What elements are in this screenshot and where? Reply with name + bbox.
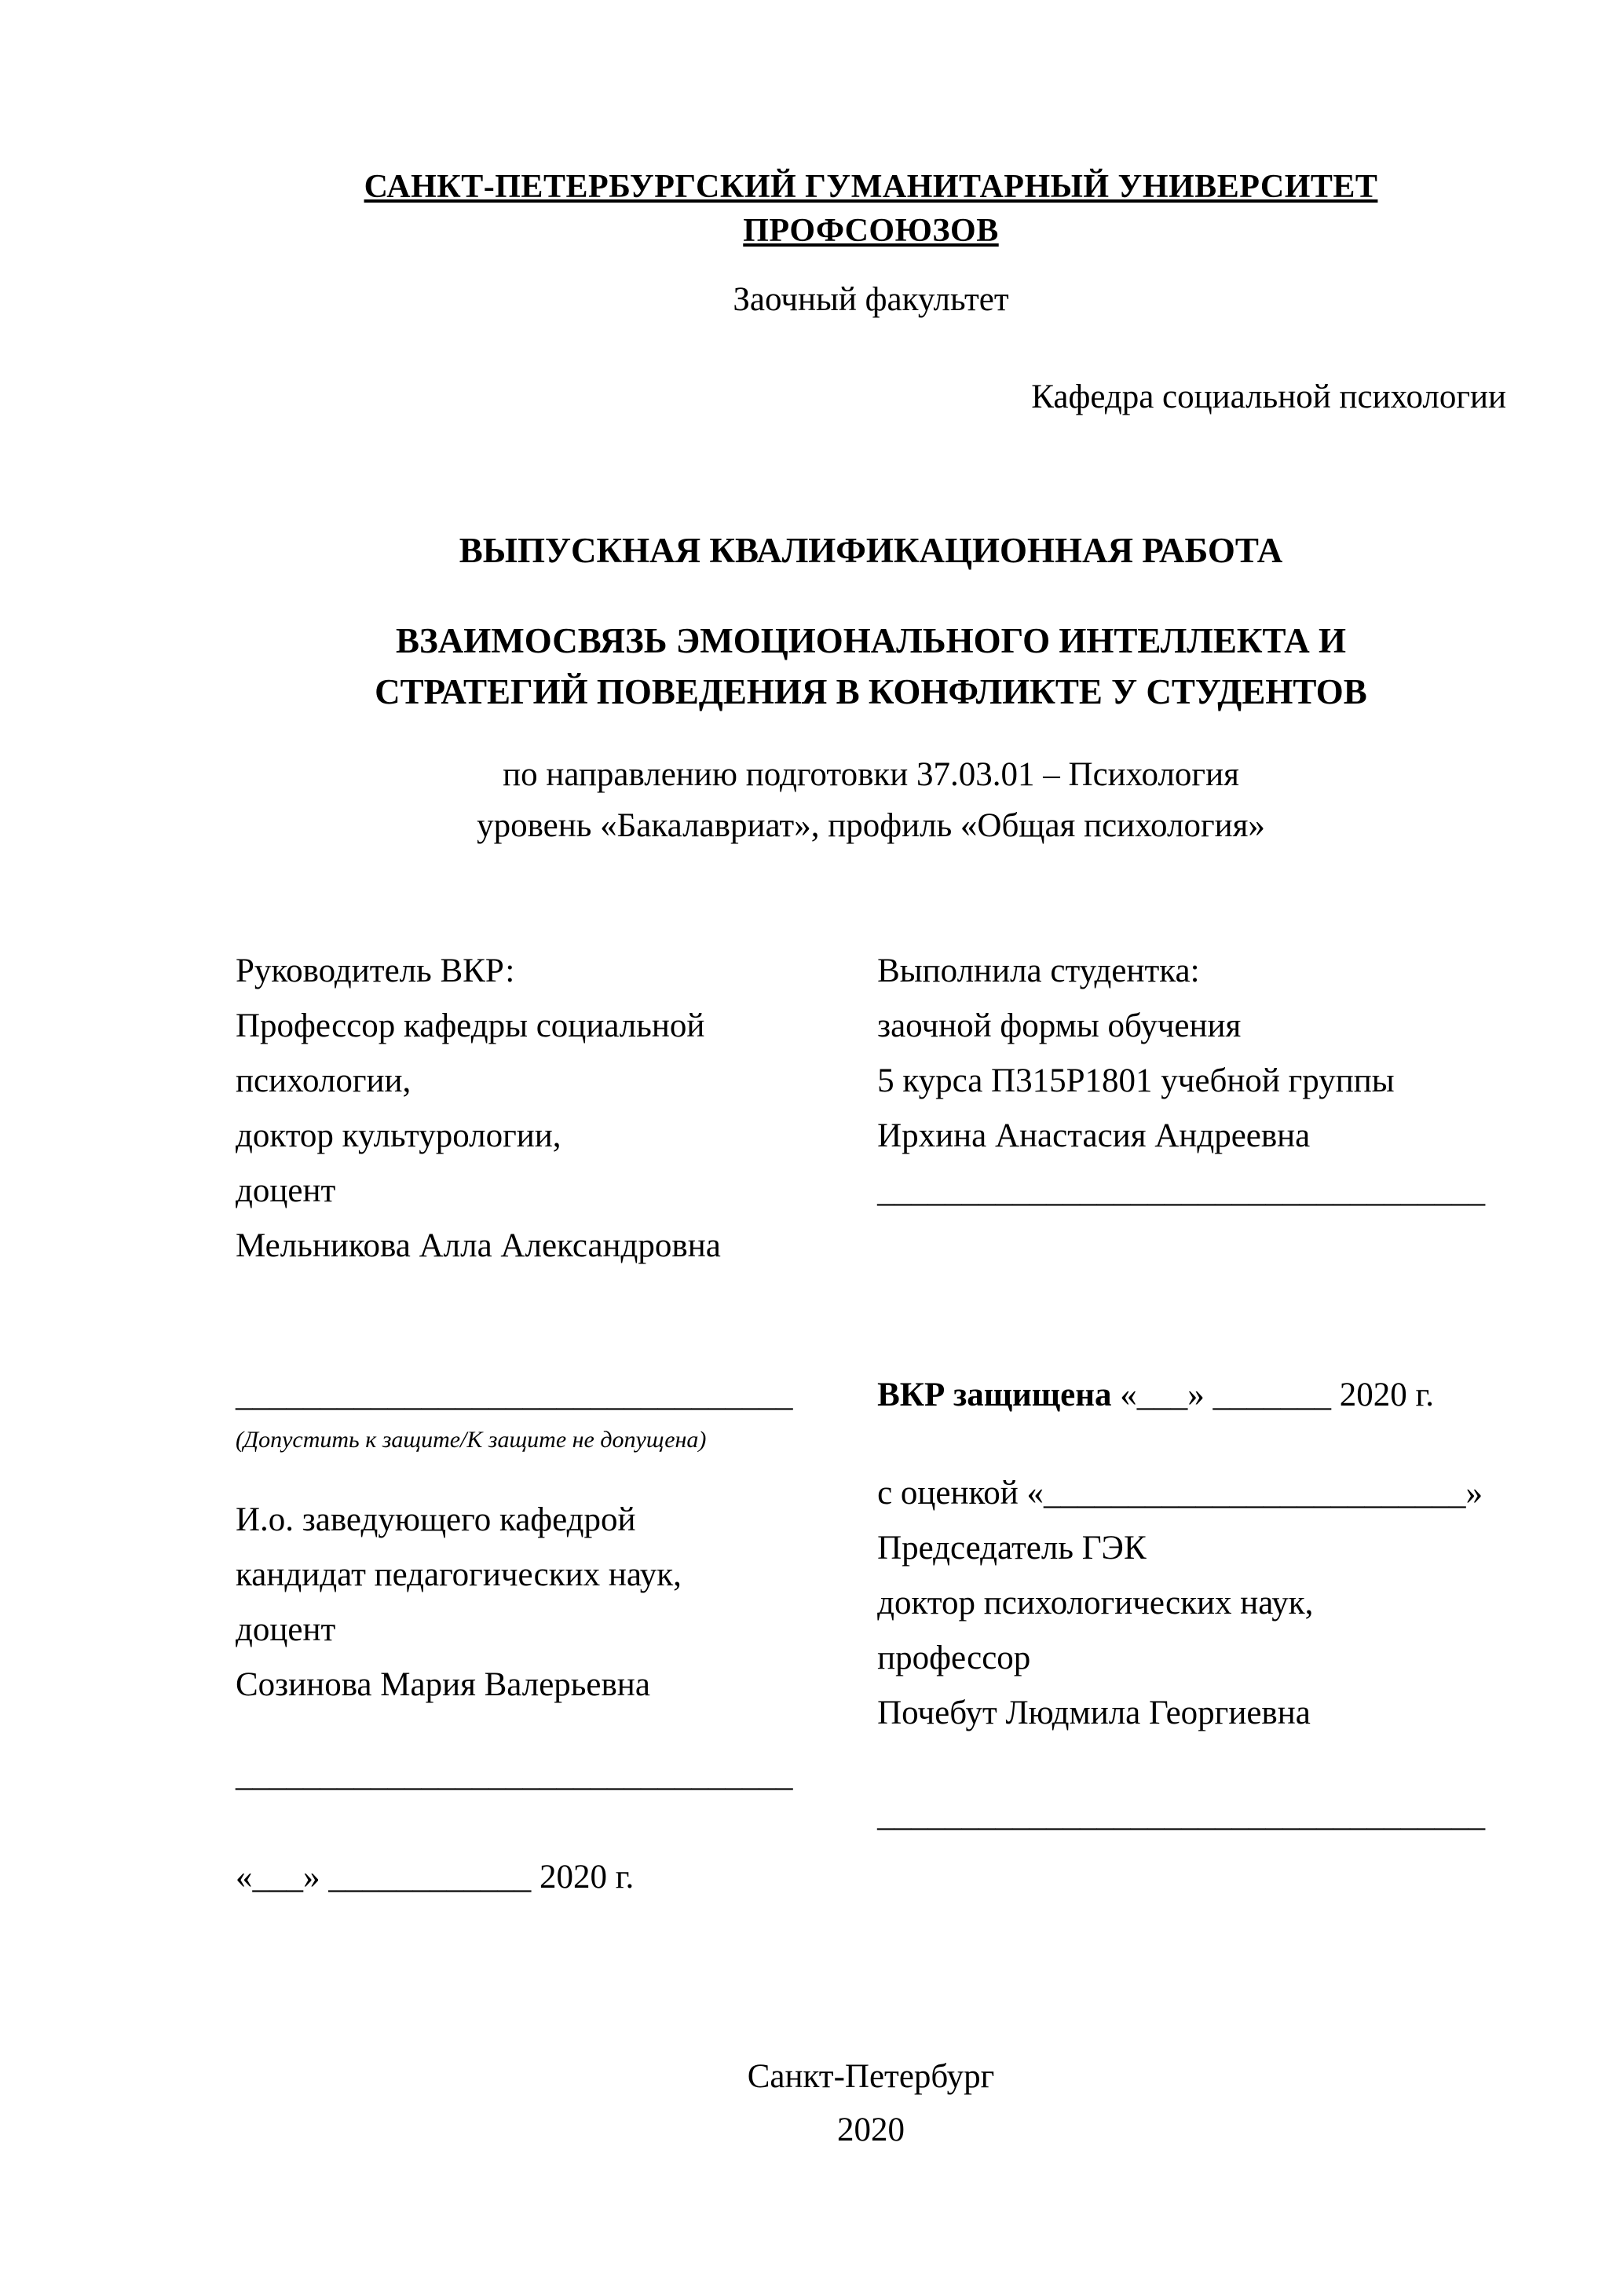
approval-signature-line-2: _________________________________ bbox=[236, 1757, 793, 1793]
supervisor-line: доктор культурологии, bbox=[236, 1117, 561, 1154]
student-label: Выполнила студентка: bbox=[877, 952, 1200, 989]
defense-line: доктор психологических наук, bbox=[877, 1585, 1314, 1621]
defense-signature-line: ____________________________________ bbox=[877, 1797, 1486, 1834]
university-name: САНКТ-ПЕТЕРБУРГСКИЙ ГУМАНИТАРНЫЙ УНИВЕРСИТЕТ ПРОФСОЮЗОВ bbox=[364, 169, 1378, 249]
supervisor-student-block bbox=[236, 944, 1506, 1274]
department-name: Кафедра социальной психологии bbox=[1031, 378, 1506, 415]
footer-year: 2020 bbox=[837, 2111, 905, 2148]
defense-grade-line: с оценкой «_________________________» bbox=[877, 1475, 1483, 1512]
defense-line: Председатель ГЭК bbox=[877, 1530, 1147, 1567]
student-column bbox=[877, 944, 1506, 1274]
thesis-title-line-1: ВЗАИМОСВЯЗЬ ЭМОЦИОНАЛЬНОГО ИНТЕЛЛЕКТА И bbox=[395, 621, 1347, 660]
supervisor-line: Профессор кафедры социальной bbox=[236, 1007, 705, 1044]
student-line: заочной формы обучения bbox=[877, 1007, 1242, 1044]
work-type-heading: ВЫПУСКНАЯ КВАЛИФИКАЦИОННАЯ РАБОТА bbox=[459, 531, 1283, 570]
defense-defended-line bbox=[877, 1368, 1506, 1423]
approval-name: Созинова Мария Валерьевна bbox=[236, 1666, 650, 1703]
thesis-title-line-2: СТРАТЕГИЙ ПОВЕДЕНИЯ В КОНФЛИКТЕ У СТУДЕНТОВ bbox=[375, 672, 1367, 711]
defense-defended-label: ВКР защищена bbox=[877, 1377, 1112, 1413]
approval-date-line: «___» ____________ 2020 г. bbox=[236, 1859, 635, 1896]
student-signature-line: ____________________________________ bbox=[877, 1172, 1486, 1209]
defense-column bbox=[877, 1368, 1506, 1905]
footer-block bbox=[236, 2050, 1506, 2157]
defense-defended-rest: «___» _______ 2020 г. bbox=[1111, 1377, 1435, 1413]
approval-line: И.о. заведующего кафедрой bbox=[236, 1501, 636, 1538]
approval-signature-line: _________________________________ bbox=[236, 1377, 793, 1413]
approval-defense-block bbox=[236, 1368, 1506, 1905]
approval-line: кандидат педагогических наук, bbox=[236, 1556, 682, 1593]
supervisor-line: психологии, bbox=[236, 1062, 411, 1099]
program-level: уровень «Бакалавриат», профиль «Общая психология» bbox=[477, 807, 1265, 844]
footer-city: Санкт-Петербург bbox=[747, 2058, 995, 2095]
supervisor-name: Мельникова Алла Александровна bbox=[236, 1227, 721, 1264]
supervisor-line: доцент bbox=[236, 1172, 336, 1209]
program-direction: по направлению подготовки 37.03.01 – Психология bbox=[503, 756, 1239, 793]
supervisor-label: Руководитель ВКР: bbox=[236, 952, 515, 989]
defense-chair-name: Почебут Людмила Георгиевна bbox=[877, 1695, 1311, 1731]
faculty-name: Заочный факультет bbox=[733, 281, 1009, 318]
approval-line: доцент bbox=[236, 1611, 336, 1648]
approval-note: (Допустить к защите/К защите не допущена) bbox=[236, 1427, 707, 1453]
approval-column bbox=[236, 1368, 877, 1905]
supervisor-column bbox=[236, 944, 877, 1274]
student-line: 5 курса П315Р1801 учебной группы bbox=[877, 1062, 1395, 1099]
defense-line: профессор bbox=[877, 1640, 1031, 1676]
student-name: Ирхина Анастасия Андреевна bbox=[877, 1117, 1311, 1154]
